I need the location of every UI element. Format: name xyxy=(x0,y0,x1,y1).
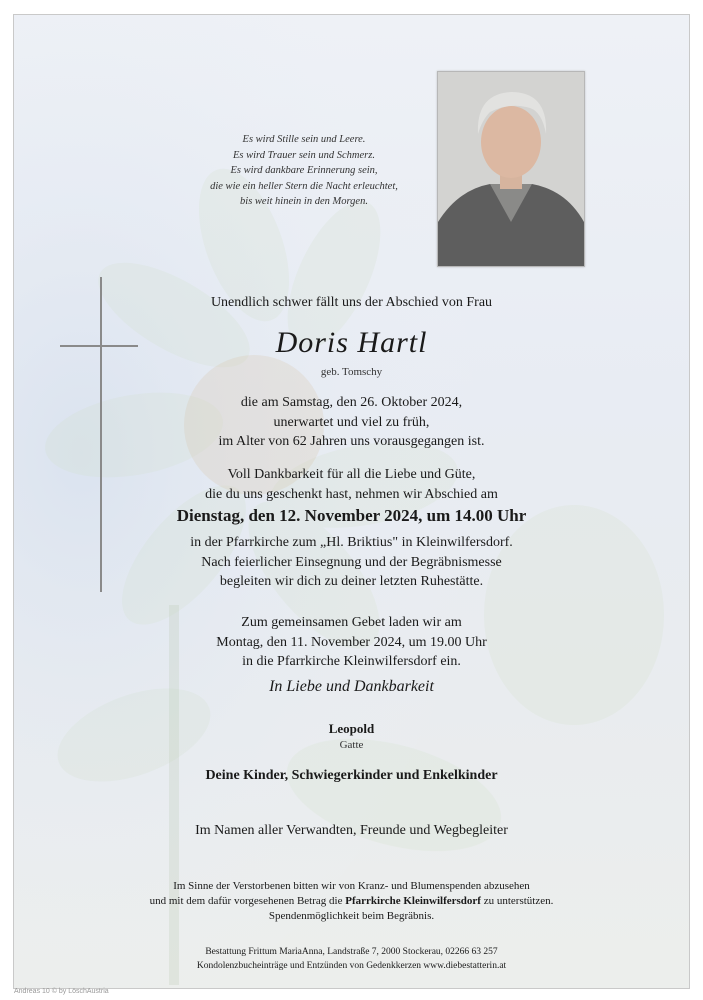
text-line: Im Sinne der Verstorbenen bitten wir von Kranz- und Blumenspenden abzusehen xyxy=(173,880,530,892)
text-line: Voll Dankbarkeit für all die Liebe und Güte, xyxy=(227,467,476,482)
text-line: in der Pfarrkirche zum „Hl. Briktius" in Kleinwilfersdorf. xyxy=(190,535,513,550)
poem-line: Es wird Trauer sein und Schmerz. xyxy=(233,149,375,161)
death-paragraph xyxy=(14,393,689,452)
poem-line: bis weit hinein in den Morgen. xyxy=(240,196,368,208)
text-line: Bestattung Frittum MariaAnna, Landstraße 7, 2000 Stockerau, 02266 63 257 xyxy=(205,947,498,957)
text-line: Kondolenzbucheinträge und Entzünden von Gedenkkerzen www.diebestatterin.at xyxy=(196,960,507,971)
thanks-paragraph xyxy=(14,465,689,504)
prayer-paragraph xyxy=(14,613,689,672)
spouse-role: Gatte xyxy=(339,739,364,751)
text-line: die am Samstag, den 26. Oktober 2024, xyxy=(240,395,463,410)
maiden-name: geb. Tomschy xyxy=(320,366,383,378)
closing-phrase: In Liebe und Dankbarkeit xyxy=(269,678,434,695)
funeral-date: Dienstag, den 12. November 2024, um 14.00 Uhr xyxy=(176,506,527,525)
text-line: die du uns geschenkt hast, nehmen wir Abschied am xyxy=(205,486,498,502)
text-line: unerwartet und viel zu früh, xyxy=(273,414,430,430)
text-fragment: zu unterstützen. xyxy=(480,895,554,907)
poem-line: Es wird dankbare Erinnerung sein, xyxy=(230,165,378,177)
text-line: Zum gemeinsamen Gebet laden wir am xyxy=(241,615,462,630)
text-line: Nach feierlicher Einsegnung und der Begräbnismesse xyxy=(201,554,502,570)
poem xyxy=(164,132,444,210)
text-line: Spendenmöglichkeit beim Begräbnis. xyxy=(268,910,435,922)
text-fragment: und mit dem dafür vorgesehenen Betrag die xyxy=(149,895,346,907)
spouse-name: Leopold xyxy=(328,721,375,736)
relatives-line: Im Namen aller Verwandten, Freunde und Wegbegleiter xyxy=(195,823,508,838)
intro-line: Unendlich schwer fällt uns der Abschied von Frau xyxy=(210,295,493,310)
text-line: Montag, den 11. November 2024, um 19.00 Uhr xyxy=(216,634,487,650)
poem-line: die wie ein heller Stern die Nacht erleuchtet, xyxy=(210,180,398,192)
text-line: im Alter von 62 Jahren uns vorausgegangen ist. xyxy=(218,434,485,449)
portrait-photo xyxy=(437,71,585,267)
template-credit: Andreas 10 © by LöschAustria xyxy=(14,988,109,995)
deceased-name: Doris Hartl xyxy=(275,326,428,359)
donation-note xyxy=(14,879,689,924)
text-line: begleiten wir dich zu deiner letzten Ruhestätte. xyxy=(219,574,484,589)
undertaker-info xyxy=(14,946,689,973)
obituary-card xyxy=(13,14,690,989)
text-line xyxy=(14,894,689,909)
church-paragraph xyxy=(14,533,689,592)
children-line: Deine Kinder, Schwiegerkinder und Enkelkinder xyxy=(205,768,498,783)
donation-recipient: Pfarrkirche Kleinwilfersdorf xyxy=(345,895,481,907)
poem-line: Es wird Stille sein und Leere. xyxy=(242,134,366,145)
text-line: in die Pfarrkirche Kleinwilfersdorf ein. xyxy=(242,654,461,669)
